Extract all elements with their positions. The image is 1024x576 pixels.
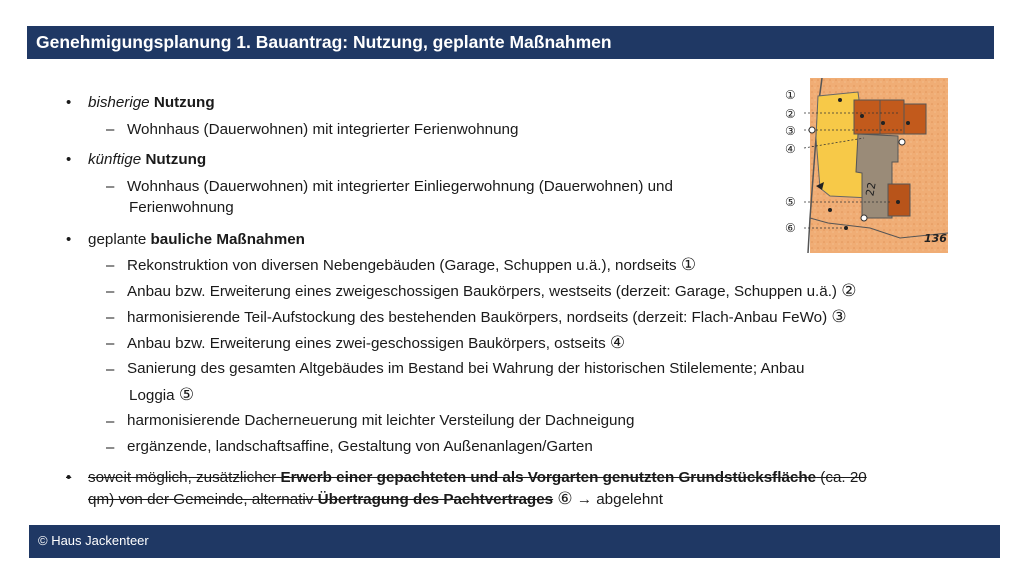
marker-3: ③ <box>831 307 847 326</box>
massnahme-1: Rekonstruktion von diversen Nebengebäuden (Garage, Schuppen u.ä.), nordseits ① <box>127 255 697 274</box>
map-label-6: ⑥ <box>785 221 796 235</box>
dash: – <box>106 178 115 195</box>
bullet-dot: • <box>66 469 72 486</box>
bullet-bauliche-massnahmen: geplante bauliche Maßnahmen <box>88 231 305 248</box>
bullet-dot: • <box>66 94 72 111</box>
slide-title: Genehmigungsplanung 1. Bauantrag: Nutzung, geplante Maßnahmen <box>36 32 612 52</box>
dash: – <box>106 361 115 378</box>
map-label-4: ④ <box>785 142 796 156</box>
massnahme-2: Anbau bzw. Erweiterung eines zweigeschossigen Baukörpers, westseits (derzeit: Garage, Schuppen u.ä.) ② <box>127 281 857 300</box>
house-number-label: 22 <box>863 181 879 198</box>
map-label-1: ① <box>785 88 796 102</box>
result-label: abgelehnt <box>596 491 663 508</box>
bullet-kuenftige-nutzung: künftige Nutzung <box>88 151 207 168</box>
massnahme-5-line1: Sanierung des gesamten Altgebäudes im Bestand bei Wahrung der historischen Stilelemente; Anbau <box>127 360 805 377</box>
dash: – <box>106 283 115 300</box>
sub-kuenftige-line2: Ferienwohnung <box>129 199 234 216</box>
bullet-erwerb-line2: qm) von der Gemeinde, alternativ Übertragung des Pachtvertrages ⑥ → abgelehnt <box>88 489 663 508</box>
marker-4: ④ <box>609 333 626 352</box>
sub-kuenftige-line1: Wohnhaus (Dauerwohnen) mit integrierter Einliegerwohnung (Dauerwohnen) und <box>127 178 673 195</box>
footer-bar <box>29 525 1000 558</box>
site-plan-map <box>780 78 948 253</box>
sub-bisherige: Wohnhaus (Dauerwohnen) mit integrierter Ferienwohnung <box>127 121 519 138</box>
map-label-5: ⑤ <box>785 195 796 209</box>
massnahme-5-line2: Loggia ⑤ <box>129 385 195 404</box>
map-label-2: ② <box>785 107 796 121</box>
dash: – <box>106 309 115 326</box>
bullet-dot: • <box>66 231 72 248</box>
dash: – <box>106 439 115 456</box>
marker-1: ① <box>680 255 697 274</box>
footer-copyright: © Haus Jackenteer <box>38 533 149 548</box>
site-plan-graphic <box>780 78 948 253</box>
dash: – <box>106 335 115 352</box>
bullet-dot: • <box>66 151 72 168</box>
dash: – <box>106 121 115 138</box>
map-label-3: ③ <box>785 124 796 138</box>
marker-6: ⑥ <box>557 489 573 508</box>
massnahme-4: Anbau bzw. Erweiterung eines zwei-geschossigen Baukörpers, ostseits ④ <box>127 333 626 352</box>
massnahme-6: harmonisierende Dacherneuerung mit leichter Versteilung der Dachneigung <box>127 412 635 429</box>
dash: – <box>106 257 115 274</box>
marker-5: ⑤ <box>178 385 195 404</box>
massnahme-7: ergänzende, landschaftsaffine, Gestaltung von Außenanlagen/Garten <box>127 438 593 455</box>
parcel-number-label: 136 <box>924 232 947 245</box>
dash: – <box>106 413 115 430</box>
bullet-erwerb-line1: soweit möglich, zusätzlicher Erwerb einer gepachteten und als Vorgarten genutzten Grundstücksfläche (ca. 20 <box>88 469 867 486</box>
bullet-bisherige-nutzung: bisherige Nutzung <box>88 94 215 111</box>
arrow-icon: → <box>576 491 592 508</box>
massnahme-3: harmonisierende Teil-Aufstockung des bestehenden Baukörpers, nordseits (derzeit: Flach-Anbau FeWo) ③ <box>127 307 847 326</box>
marker-2: ② <box>841 281 857 300</box>
